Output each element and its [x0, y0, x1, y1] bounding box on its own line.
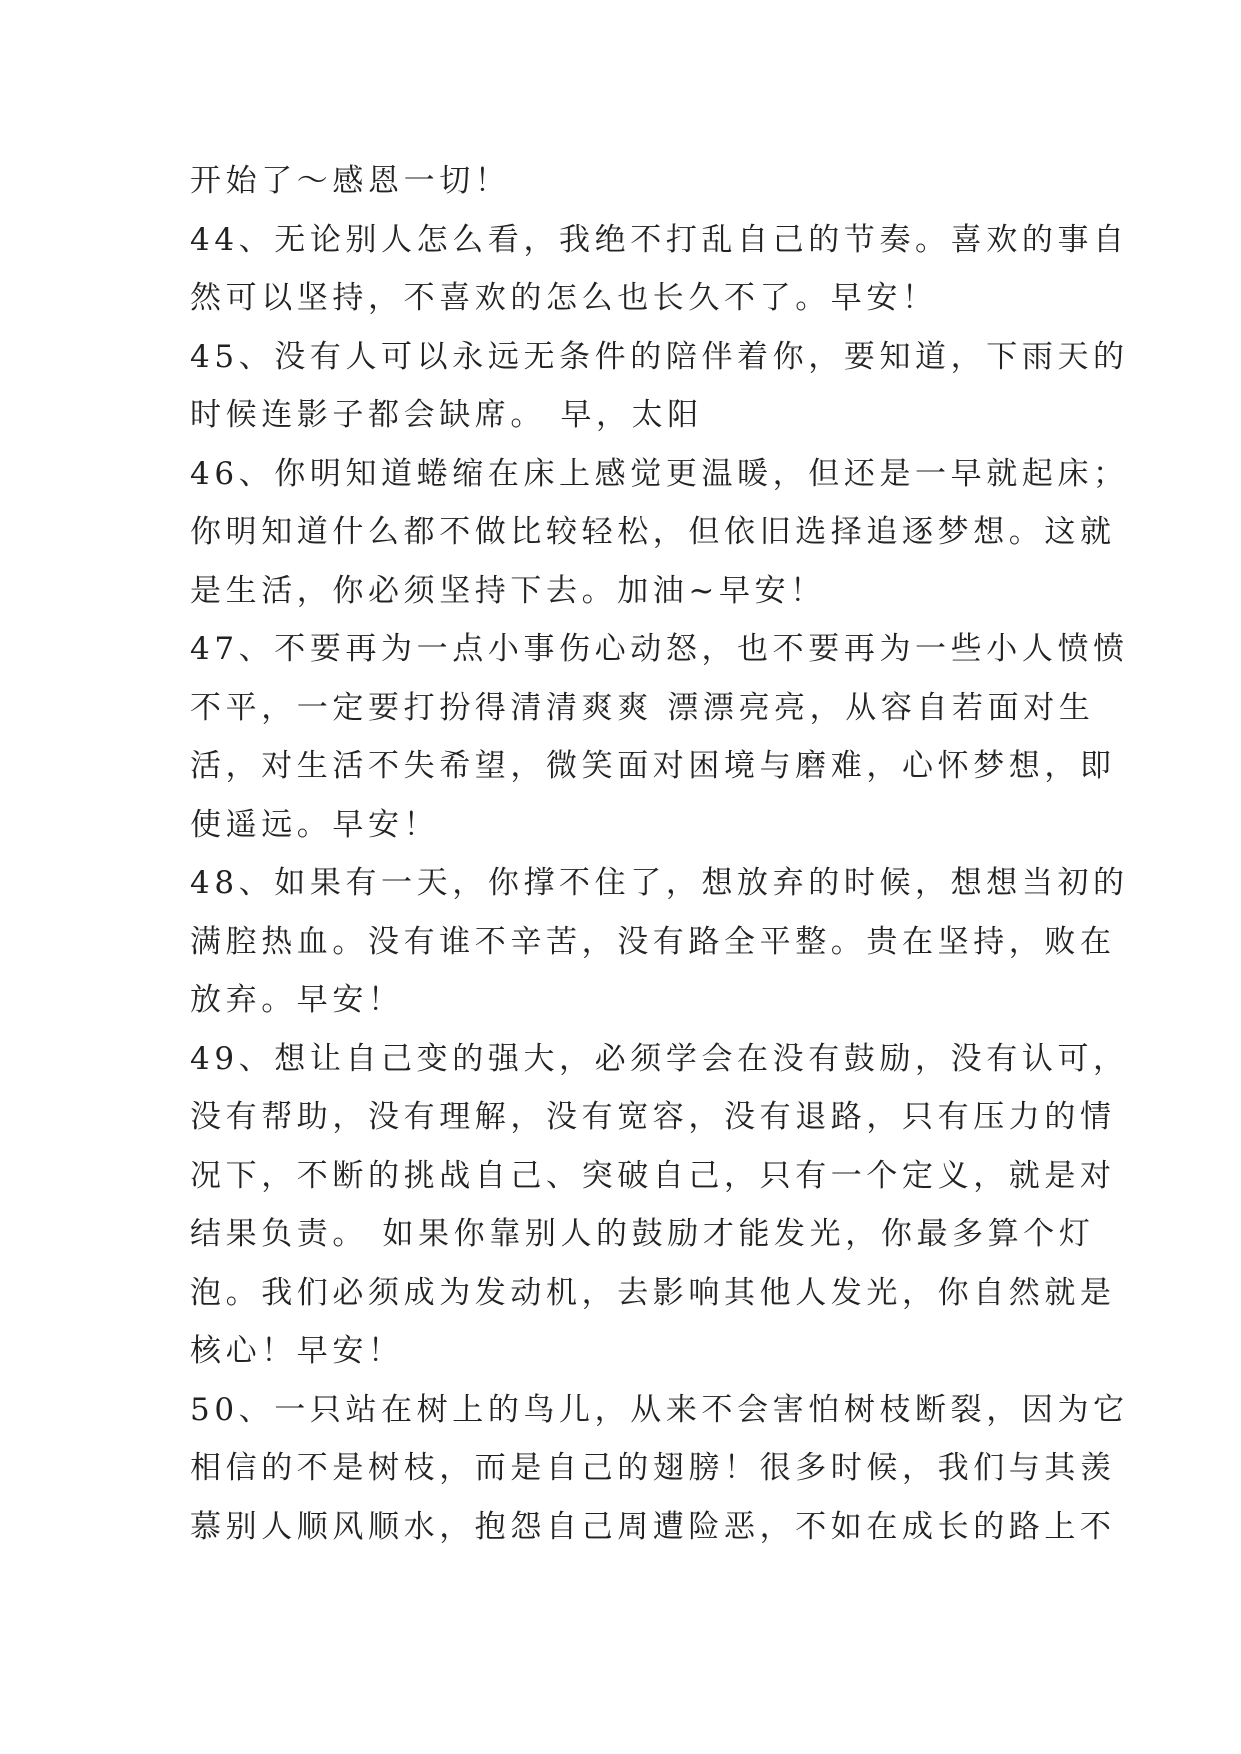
document-body — [190, 152, 1129, 1556]
text-line: 48、如果有一天，你撑不住了，想放弃的时候，想想当初的 — [190, 865, 1129, 901]
text-line: 46、你明知道蜷缩在床上感觉更温暖，但还是一早就起床； — [190, 455, 1129, 492]
text-line: 没有帮助，没有理解，没有宽容，没有退路，只有压力的情 — [190, 1099, 1116, 1135]
text-line: 不平，一定要打扮得清清爽爽 漂漂亮亮，从容自若面对生 — [190, 689, 1095, 726]
text-line: 活，对生活不失希望，微笑面对困境与磨难，心怀梦想，即 — [190, 748, 1116, 784]
text-line: 核心！早安！ — [190, 1333, 404, 1369]
text-line: 慕别人顺风顺水，抱怨自己周遭险恶，不如在成长的路上不 — [190, 1508, 1116, 1545]
text-line: 放弃。早安！ — [190, 982, 404, 1018]
text-line: 你明知道什么都不做比较轻松，但依旧选择追逐梦想。这就 — [190, 514, 1116, 550]
text-line: 使遥远。早安！ — [190, 806, 440, 843]
text-line: 况下，不断的挑战自己、突破自己，只有一个定义，就是对 — [190, 1157, 1116, 1194]
text-line: 满腔热血。没有谁不辛苦，没有路全平整。贵在坚持，败在 — [190, 923, 1116, 960]
text-line: 47、不要再为一点小事伤心动怒，也不要再为一些小人愤愤 — [190, 631, 1129, 667]
text-line: 开始了～感恩一切！ — [190, 163, 511, 199]
text-line: 时候连影子都会缺席。 早，太阳 — [190, 397, 703, 433]
text-line: 49、想让自己变的强大，必须学会在没有鼓励，没有认可， — [190, 1040, 1129, 1077]
text-line: 然可以坚持，不喜欢的怎么也长久不了。早安！ — [190, 280, 938, 316]
text-line: 45、没有人可以永远无条件的陪伴着你，要知道，下雨天的 — [190, 338, 1129, 375]
text-line: 44、无论别人怎么看，我绝不打乱自己的节奏。喜欢的事自 — [190, 221, 1129, 258]
text-line: 是生活，你必须坚持下去。加油~早安！ — [190, 572, 826, 609]
text-line: 结果负责。 如果你靠别人的鼓励才能发光，你最多算个灯 — [190, 1216, 1095, 1252]
text-line: 50、一只站在树上的鸟儿，从来不会害怕树枝断裂，因为它 — [190, 1391, 1129, 1428]
text-line: 泡。我们必须成为发动机，去影响其他人发光，你自然就是 — [190, 1274, 1116, 1311]
text-line: 相信的不是树枝，而是自己的翅膀！很多时候，我们与其羡 — [190, 1450, 1116, 1486]
